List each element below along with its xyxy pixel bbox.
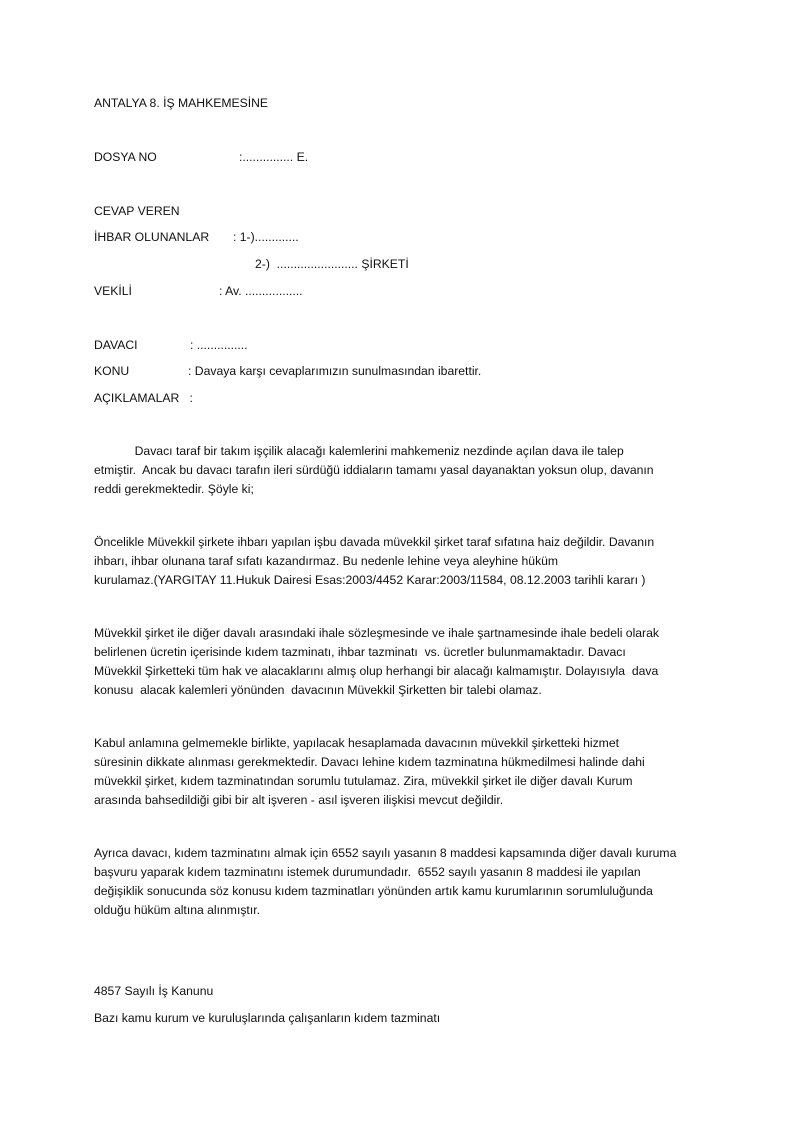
court-title: ANTALYA 8. İŞ MAHKEMESİNE bbox=[94, 96, 269, 110]
paragraph-line: Kabul anlamına gelmemekle birlikte, yapılacak hesaplamada davacının müvekkil şirketteki hizmet bbox=[94, 736, 619, 750]
ihbar-olunan-1-value: : 1-)............. bbox=[233, 230, 299, 244]
paragraph-line: Davacı taraf bir takım işçilik alacağı kalemlerini mahkemeniz nezdinde açılan dava ile talep bbox=[94, 444, 624, 458]
paragraph-line: konusu alacak kalemleri yönünden davacının Müvekkil Şirketten bir talebi olamaz. bbox=[94, 683, 542, 697]
paragraph-line: kurulamaz.(YARGITAY 11.Hukuk Dairesi Esas:2003/4452 Karar:2003/11584, 08.12.2003 tarihli kararı ) bbox=[94, 573, 646, 587]
paragraph-line: arasında bahsedildiği gibi bir alt işveren - asıl işveren ilişkisi mevcut değildir. bbox=[94, 793, 504, 807]
ihbar-olunan-2-value: 2-) ........................ ŞİRKETİ bbox=[255, 257, 409, 271]
paragraph-line: Ayrıca davacı, kıdem tazminatını almak için 6552 sayılı yasanın 8 maddesi kapsamında diğer davalı kuruma bbox=[94, 846, 677, 860]
davaci-value: : ............... bbox=[190, 338, 248, 352]
paragraph-line: süresinin dikkate alınması gerekmektedir. Davacı lehine kıdem tazminatına hükmedilmesi halinde dahi bbox=[94, 755, 645, 769]
law-title: 4857 Sayılı İş Kanunu bbox=[94, 984, 214, 998]
paragraph-hesaplama bbox=[94, 734, 704, 810]
ihbar-olunanlar-label: İHBAR OLUNANLAR bbox=[94, 230, 210, 244]
paragraph-line: başvuru yaparak kıdem tazminatını istemek durumundadır. 6552 sayılı yasanın 8 maddesi ile yapılan bbox=[94, 865, 641, 879]
cevap-veren-label: CEVAP VEREN bbox=[94, 204, 180, 218]
dosya-no-value: :............... E. bbox=[239, 150, 309, 164]
vekili-label: VEKİLİ bbox=[94, 284, 132, 298]
paragraph-line: reddi gerekmektedir. Şöyle ki; bbox=[94, 482, 254, 496]
paragraph-line: müvekkil şirket, kıdem tazminatından sorumlu tutulamaz. Zira, müvekkil şirket ile diğer davalı Kurum bbox=[94, 774, 633, 788]
paragraph-line: etmiştir. Ancak bu davacı tarafın ileri sürdüğü iddiaların tamamı yasal dayanaktan yoksun olup, davanın bbox=[94, 463, 654, 477]
paragraph-line: olduğu hüküm altına alınmıştır. bbox=[94, 903, 260, 917]
paragraph-ihale bbox=[94, 624, 704, 700]
konu-value: : Davaya karşı cevaplarımızın sunulmasından ibarettir. bbox=[188, 364, 482, 378]
paragraph-line: Müvekkil şirket ile diğer davalı arasındaki ihale sözleşmesinde ve ihale şartnamesinde ihale bedeli olarak bbox=[94, 626, 659, 640]
paragraph-line: Müvekkil Şirketteki tüm hak ve alacaklarını almış olup herhangi bir alacağı kalmamıştır. Dolayısıyla dava bbox=[94, 664, 659, 678]
paragraph-6552 bbox=[94, 844, 704, 920]
paragraph-taraf-sifati bbox=[94, 533, 704, 590]
paragraph-line: değişiklik sonucunda söz konusu kıdem tazminatları yönünden artık kamu kurumlarının sorumluluğunda bbox=[94, 884, 653, 898]
paragraph-intro bbox=[94, 442, 704, 499]
dosya-no-label: DOSYA NO bbox=[94, 150, 157, 164]
paragraph-line: belirlenen ücretin içerisinde kıdem tazminatı, ihbar tazminatı vs. ücretler bulunmamaktadır. Davacı bbox=[94, 645, 626, 659]
konu-label: KONU bbox=[94, 364, 130, 378]
law-subtitle: Bazı kamu kurum ve kuruluşlarında çalışanların kıdem tazminatı bbox=[94, 1011, 441, 1025]
vekili-value: : Av. ................. bbox=[219, 284, 303, 298]
paragraph-line: ihbarı, ihbar olunana taraf sıfatı kazandırmaz. Bu nedenle lehine veya aleyhine hüküm bbox=[94, 554, 559, 568]
aciklamalar-label: AÇIKLAMALAR : bbox=[94, 391, 193, 405]
paragraph-line: Öncelikle Müvekkil şirkete ihbarı yapılan işbu davada müvekkil şirket taraf sıfatına haiz değildir. Davanın bbox=[94, 535, 655, 549]
davaci-label: DAVACI bbox=[94, 338, 138, 352]
